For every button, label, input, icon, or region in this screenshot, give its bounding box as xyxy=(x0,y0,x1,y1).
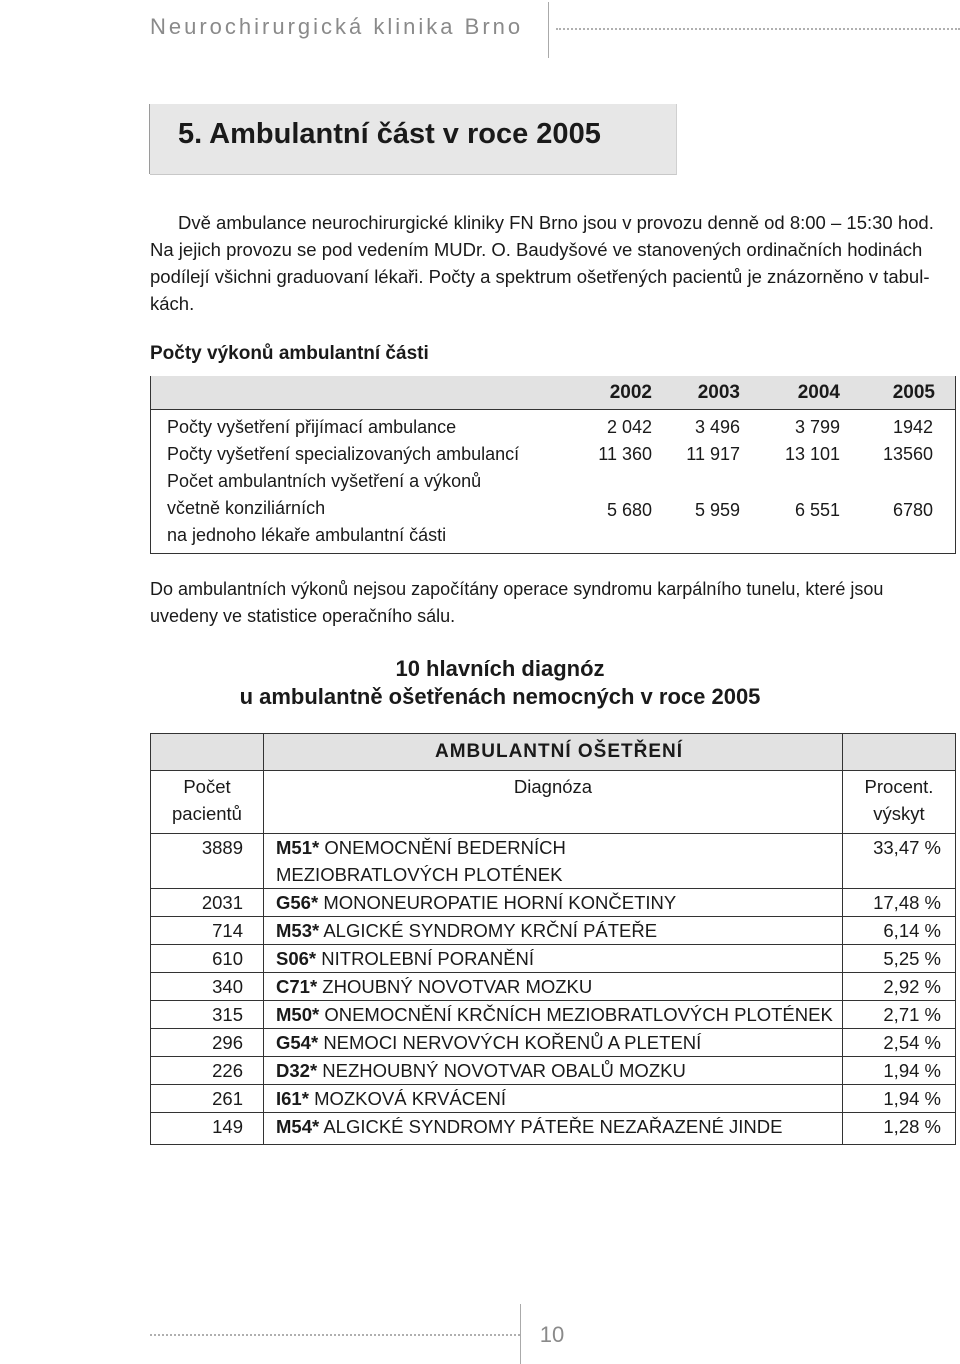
table-row xyxy=(151,1113,956,1145)
row-label-line: na jednoho lékaře ambulantní části xyxy=(167,525,447,545)
diagnosis xyxy=(264,917,843,945)
patient-count: 340 xyxy=(151,973,264,1001)
diagnosis xyxy=(264,834,843,889)
diagnosis xyxy=(264,1029,843,1057)
count-header-line: pacientů xyxy=(172,803,242,824)
table-row xyxy=(151,945,956,973)
band-blank xyxy=(843,734,956,771)
year-header: 2005 xyxy=(860,376,956,410)
cell-value: 11 360 xyxy=(598,444,652,464)
patient-count: 714 xyxy=(151,917,264,945)
cell-value: 6780 xyxy=(860,468,956,554)
diagnosis-text: MONONEUROPATIE HORNÍ KONČETINY xyxy=(323,892,677,913)
row-label: Počty vyšetření přijímací ambulance xyxy=(151,410,565,442)
patient-count: 296 xyxy=(151,1029,264,1057)
cell-value: 3 496 xyxy=(694,417,740,437)
table-row xyxy=(151,834,956,889)
diagnosis-code: I61* xyxy=(276,1088,309,1109)
cell-value: 13560 xyxy=(860,441,956,468)
percent-header xyxy=(843,771,956,834)
year-header: 2002 xyxy=(564,376,660,410)
header-dotted-rule xyxy=(556,28,960,30)
percent: 1,94 % xyxy=(843,1057,956,1085)
percent: 2,92 % xyxy=(843,973,956,1001)
column-header-row xyxy=(151,771,956,834)
table-row xyxy=(151,917,956,945)
table-row xyxy=(151,468,956,554)
diagnosis-code: G54* xyxy=(276,1032,319,1053)
procedures-table xyxy=(150,376,956,554)
section-title: Počty výkonů ambulantní části xyxy=(150,343,429,364)
band-blank xyxy=(151,734,264,771)
percent: 2,54 % xyxy=(843,1029,956,1057)
diagnosis xyxy=(264,1113,843,1145)
table-row xyxy=(151,410,956,442)
intro-paragraph xyxy=(150,209,958,317)
table-row xyxy=(151,1057,956,1085)
diagnoses-title xyxy=(150,655,850,711)
diagnosis-text: MEZIOBRATLOVÝCH PLOTÉNEK xyxy=(276,864,563,885)
patient-count: 2031 xyxy=(151,889,264,917)
table-row xyxy=(151,1085,956,1113)
cell-value: 3 799 xyxy=(794,417,840,437)
diagnosis-text: ONEMOCNĚNÍ KRČNÍCH MEZIOBRATLOVÝCH PLOTÉNEK xyxy=(324,1004,833,1025)
year-header-row xyxy=(151,376,956,410)
count-header xyxy=(151,771,264,834)
cell-value: 11 917 xyxy=(686,444,740,464)
intro-line: Dvě ambulance neurochirurgické kliniky FN Brno jsou v provozu denně od 8:00 – 15:30 hod. xyxy=(178,212,934,233)
header-divider xyxy=(548,2,549,58)
diagnosis-text: NEZHOUBNÝ NOVOTVAR OBALŮ MOZKU xyxy=(322,1060,686,1081)
diagnosis-code: M53* xyxy=(276,920,320,941)
percent: 1,94 % xyxy=(843,1085,956,1113)
footer-dotted-rule xyxy=(150,1334,520,1336)
diagnosis-text: NITROLEBNÍ PORANĚNÍ xyxy=(321,948,535,969)
percent: 17,48 % xyxy=(843,889,956,917)
band-label: AMBULANTNÍ OŠETŘENÍ xyxy=(264,734,843,771)
diagnosis-text: ALGICKÉ SYNDROMY PÁTEŘE NEZAŘAZENÉ JINDE xyxy=(323,1116,783,1137)
diagnosis-code: D32* xyxy=(276,1060,318,1081)
diagnosis-code: G56* xyxy=(276,892,319,913)
percent: 6,14 % xyxy=(843,917,956,945)
diagnosis xyxy=(264,1057,843,1085)
diagnosis-text: NEMOCI NERVOVÝCH KOŘENŮ A PLETENÍ xyxy=(323,1032,702,1053)
diagnosis-text: ONEMOCNĚNÍ BEDERNÍCH xyxy=(324,837,566,858)
table-row xyxy=(151,889,956,917)
footer-divider xyxy=(520,1304,521,1364)
row-label: Počty vyšetření specializovaných ambulancí xyxy=(151,441,565,468)
year-header: 2003 xyxy=(660,376,760,410)
diagnosis-text: MOZKOVÁ KRVÁCENÍ xyxy=(314,1088,506,1109)
diagnosis-code: S06* xyxy=(276,948,317,969)
note-line: uvedeny ve statistice operačního sálu. xyxy=(150,606,456,626)
diagnosis xyxy=(264,973,843,1001)
note-line: Do ambulantních výkonů nejsou započítány operace syndromu karpálního tunelu, které jsou xyxy=(150,579,884,599)
diagnosis-code: M51* xyxy=(276,837,320,858)
diagnosis-text: ZHOUBNÝ NOVOTVAR MOZKU xyxy=(322,976,593,997)
intro-line: kách. xyxy=(150,293,195,314)
running-header: Neurochirurgická klinika Brno xyxy=(150,14,524,39)
intro-line: Na jejich provozu se pod vedením MUDr. O. Baudyšové ve stanovených ordinačních hodinách xyxy=(150,239,923,260)
percent: 33,47 % xyxy=(843,834,956,889)
diagnosis-text: ALGICKÉ SYNDROMY KRČNÍ PÁTEŘE xyxy=(323,920,658,941)
percent: 2,71 % xyxy=(843,1001,956,1029)
note-paragraph xyxy=(150,576,958,630)
diagnosis-code: M54* xyxy=(276,1116,320,1137)
diagnoses-table xyxy=(150,733,956,1145)
year-header: 2004 xyxy=(760,376,860,410)
percent-header-line: výskyt xyxy=(873,803,925,824)
diagnosis-code: M50* xyxy=(276,1004,320,1025)
patient-count: 149 xyxy=(151,1113,264,1145)
diagnoses-title-line: u ambulantně ošetřenách nemocných v roce 2005 xyxy=(239,684,761,709)
diagnosis xyxy=(264,1085,843,1113)
intro-line: podílejí všichni graduovaní lékaři. Počty a spektrum ošetřených pacientů je znázorněno v tabul- xyxy=(150,266,930,287)
patient-count: 261 xyxy=(151,1085,264,1113)
count-header-line: Počet xyxy=(183,776,231,797)
cell-value: 2 042 xyxy=(606,417,652,437)
diagnosis xyxy=(264,889,843,917)
cell-value: 13 101 xyxy=(784,444,840,464)
diagnosis xyxy=(264,1001,843,1029)
diagnoses-title-line: 10 hlavních diagnóz xyxy=(395,656,605,681)
row-label-line: Počet ambulantních vyšetření a výkonů xyxy=(167,471,482,491)
cell-value: 5 959 xyxy=(660,468,760,554)
diagnosis-code: C71* xyxy=(276,976,318,997)
page-number: 10 xyxy=(539,1322,565,1347)
patient-count: 3889 xyxy=(151,834,264,889)
table-row xyxy=(151,973,956,1001)
cell-value: 6 551 xyxy=(760,468,860,554)
table-row xyxy=(151,441,956,468)
cell-value: 1942 xyxy=(860,410,956,442)
percent-header-line: Procent. xyxy=(864,776,934,797)
percent: 1,28 % xyxy=(843,1113,956,1145)
chapter-title: 5. Ambulantní část v roce 2005 xyxy=(178,118,601,150)
diagnosis-header: Diagnóza xyxy=(264,771,843,834)
patient-count: 226 xyxy=(151,1057,264,1085)
band-row xyxy=(151,734,956,771)
patient-count: 610 xyxy=(151,945,264,973)
row-label xyxy=(151,468,565,554)
year-header-blank xyxy=(151,376,565,410)
percent: 5,25 % xyxy=(843,945,956,973)
table-row xyxy=(151,1001,956,1029)
table-row xyxy=(151,1029,956,1057)
row-label-line: včetně konziliárních xyxy=(167,498,326,518)
cell-value: 5 680 xyxy=(564,468,660,554)
diagnosis xyxy=(264,945,843,973)
patient-count: 315 xyxy=(151,1001,264,1029)
